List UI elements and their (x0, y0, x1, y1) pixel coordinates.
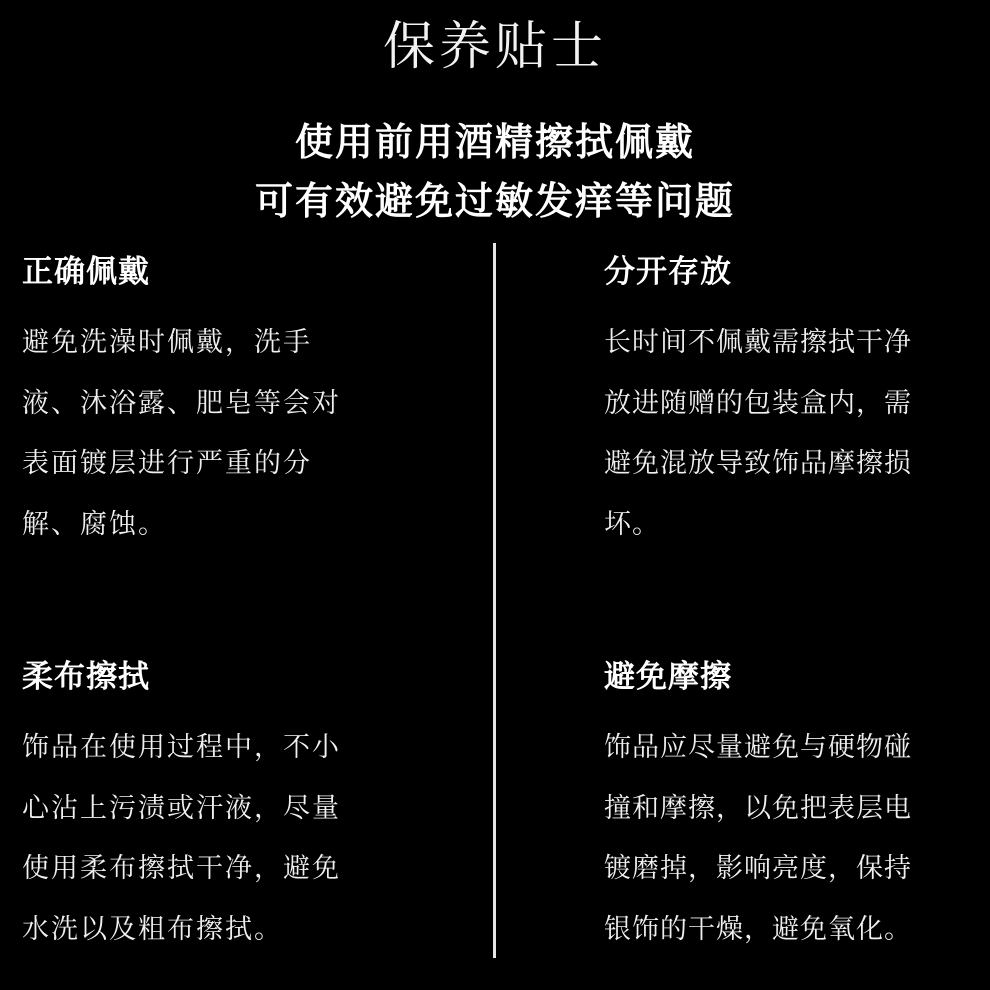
section-soft-cloth-wiping (22, 657, 402, 960)
section-heading: 正确佩戴 (22, 254, 150, 290)
subtitle-line-1: 使用前用酒精擦拭佩戴 (294, 120, 695, 164)
section-separate-storage (604, 252, 974, 555)
section-heading: 柔布擦拭 (22, 659, 150, 695)
section-correct-wearing (22, 252, 402, 555)
section-body: 避免洗澡时佩戴，洗手 液、沐浴露、肥皂等会对 表面镀层进行严重的分 解、腐蚀。 (22, 327, 341, 540)
section-body: 饰品在使用过程中，不小 心沾上污渍或汗液，尽量 使用柔布擦拭干净，避免 水洗以及粗布擦拭。 (22, 732, 341, 945)
page-title: 保养贴士 (382, 17, 607, 77)
subtitle-line-2: 可有效避免过敏发痒等问题 (254, 179, 735, 223)
section-heading: 分开存放 (604, 254, 732, 290)
section-avoid-friction (604, 657, 974, 960)
section-body: 饰品应尽量避免与硬物碰 撞和摩擦，以免把表层电 镀磨掉，影响亮度，保持 银饰的干燥，避免氧化。 (604, 732, 912, 945)
vertical-divider (493, 243, 496, 958)
section-heading: 避免摩擦 (604, 659, 732, 695)
section-body: 长时间不佩戴需擦拭干净 放进随赠的包装盒内，需 避免混放导致饰品摩擦损 坏。 (604, 327, 912, 540)
